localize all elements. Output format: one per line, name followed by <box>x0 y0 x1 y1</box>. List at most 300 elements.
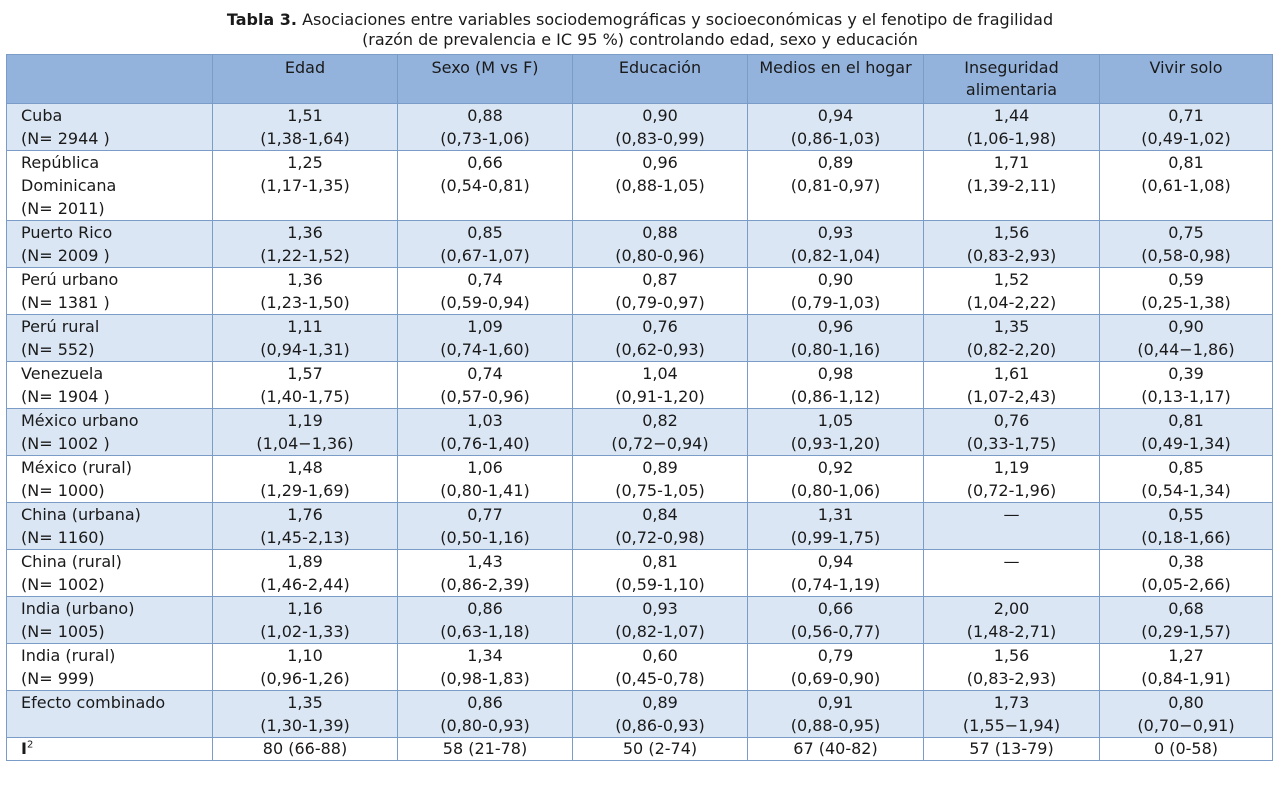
confidence-interval: (1,17-1,35) <box>260 176 350 195</box>
row-label-line: (N= 1005) <box>21 622 105 641</box>
data-cell <box>573 456 748 503</box>
confidence-interval: (1,40-1,75) <box>260 387 350 406</box>
table-header <box>7 55 1273 104</box>
ratio-value: 0,93 <box>642 599 678 618</box>
row-label-cell <box>7 550 213 597</box>
confidence-interval: (0,18-1,66) <box>1141 528 1231 547</box>
ratio-value: 0,80 <box>1168 693 1204 712</box>
confidence-interval: (1,46-2,44) <box>260 575 350 594</box>
data-cell <box>1100 409 1273 456</box>
row-label-cell <box>7 151 213 221</box>
ratio-value: 0,94 <box>817 552 854 571</box>
data-cell <box>573 104 748 151</box>
confidence-interval: (0,86-0,93) <box>615 716 705 735</box>
ratio-value: 0,90 <box>1168 317 1204 336</box>
ratio-value: 1,10 <box>287 646 323 665</box>
data-cell <box>748 315 924 362</box>
data-cell <box>748 691 924 738</box>
ratio-value: 0,60 <box>642 646 678 665</box>
row-label-line: (N= 2011) <box>21 199 105 218</box>
ratio-value: 0,84 <box>642 505 678 524</box>
row-label-line: México urbano <box>21 411 139 430</box>
confidence-interval: (0,91-1,20) <box>615 387 705 406</box>
data-cell <box>1100 362 1273 409</box>
data-cell <box>573 550 748 597</box>
ratio-value: 0,79 <box>817 646 854 665</box>
confidence-interval: (0,80-1,06) <box>790 481 881 500</box>
table-row <box>7 597 1273 644</box>
confidence-interval: (0,57-0,96) <box>440 387 530 406</box>
data-cell <box>1100 221 1273 268</box>
confidence-interval: (0,70−0,91) <box>1137 716 1235 735</box>
confidence-interval: (0,75-1,05) <box>615 481 705 500</box>
data-cell <box>924 550 1100 597</box>
data-cell <box>573 151 748 221</box>
confidence-interval: (0,54-1,34) <box>1141 481 1231 500</box>
confidence-interval: (0,83-2,93) <box>966 246 1057 265</box>
confidence-interval: (0,13-1,17) <box>1141 387 1231 406</box>
confidence-interval: (1,30-1,39) <box>260 716 350 735</box>
row-label-cell <box>7 268 213 315</box>
ratio-value: 0,39 <box>1168 364 1204 383</box>
data-cell <box>748 503 924 550</box>
data-cell <box>1100 315 1273 362</box>
data-cell <box>924 644 1100 691</box>
confidence-interval: (1,45-2,13) <box>260 528 350 547</box>
ratio-value: 0,81 <box>642 552 678 571</box>
data-cell <box>1100 597 1273 644</box>
ratio-value: — <box>1003 505 1020 524</box>
data-cell <box>1100 691 1273 738</box>
confidence-interval: (0,94-1,31) <box>260 340 350 359</box>
ratio-value: 0,89 <box>642 458 678 477</box>
data-cell <box>1100 644 1273 691</box>
ratio-value: 0,93 <box>817 223 854 242</box>
ratio-value: 1,35 <box>993 317 1030 336</box>
ratio-value: 1,35 <box>287 693 323 712</box>
confidence-interval: (0,72-1,96) <box>966 481 1057 500</box>
ratio-value: 0,66 <box>817 599 854 618</box>
confidence-interval: (1,04−1,36) <box>256 434 354 453</box>
ratio-value: 0,85 <box>467 223 503 242</box>
confidence-interval: (0,33-1,75) <box>966 434 1057 453</box>
table-row <box>7 221 1273 268</box>
row-label-line: (N= 1000) <box>21 481 105 500</box>
row-label-line: (N= 1904 ) <box>21 387 110 406</box>
heterogeneity-cell: 57 (13-79) <box>924 738 1100 761</box>
header-cell: Inseguridad alimentaria <box>924 55 1100 104</box>
confidence-interval: (0,99-1,75) <box>790 528 881 547</box>
ratio-value: 1,57 <box>287 364 323 383</box>
ratio-value: 1,89 <box>287 552 323 571</box>
ratio-value: 1,51 <box>287 106 323 125</box>
table-body <box>7 104 1273 761</box>
confidence-interval: (0,80-0,93) <box>440 716 530 735</box>
row-label-line: México (rural) <box>21 458 132 477</box>
heterogeneity-row <box>7 738 1273 761</box>
confidence-interval: (0,69-0,90) <box>790 669 881 688</box>
data-cell <box>924 268 1100 315</box>
row-label-cell <box>7 503 213 550</box>
heterogeneity-cell: 58 (21-78) <box>398 738 573 761</box>
data-cell <box>213 362 398 409</box>
data-cell <box>748 221 924 268</box>
data-cell <box>573 409 748 456</box>
data-cell <box>924 104 1100 151</box>
ratio-value: 1,06 <box>467 458 503 477</box>
ratio-value: 1,56 <box>993 223 1030 242</box>
row-label-cell <box>7 409 213 456</box>
data-cell <box>398 550 573 597</box>
data-cell <box>573 597 748 644</box>
ratio-value: 0,90 <box>642 106 678 125</box>
confidence-interval: (0,58-0,98) <box>1141 246 1231 265</box>
ratio-value: 0,82 <box>642 411 678 430</box>
confidence-interval: (0,93-1,20) <box>790 434 881 453</box>
row-label-cell <box>7 315 213 362</box>
data-cell <box>398 362 573 409</box>
confidence-interval: (1,29-1,69) <box>260 481 350 500</box>
table-row <box>7 362 1273 409</box>
confidence-interval: (1,23-1,50) <box>260 293 350 312</box>
data-cell <box>213 409 398 456</box>
data-cell <box>573 644 748 691</box>
confidence-interval: (0,82-1,04) <box>790 246 881 265</box>
data-cell <box>924 597 1100 644</box>
table-row <box>7 104 1273 151</box>
data-cell <box>398 268 573 315</box>
ratio-value: 1,34 <box>467 646 503 665</box>
confidence-interval: (0,82-1,07) <box>615 622 705 641</box>
confidence-interval: (0,49-1,02) <box>1141 129 1231 148</box>
row-label-line: Perú urbano <box>21 270 119 289</box>
ratio-value: 0,74 <box>467 364 503 383</box>
header-cell-empty <box>7 55 213 104</box>
heterogeneity-cell: 50 (2-74) <box>573 738 748 761</box>
data-cell <box>924 221 1100 268</box>
data-cell <box>213 503 398 550</box>
confidence-interval: (1,22-1,52) <box>260 246 350 265</box>
confidence-interval: (0,63-1,18) <box>440 622 530 641</box>
confidence-interval: (0,72-0,98) <box>615 528 705 547</box>
confidence-interval: (0,96-1,26) <box>260 669 350 688</box>
ratio-value: 1,71 <box>993 153 1030 172</box>
heterogeneity-cell: 67 (40-82) <box>748 738 924 761</box>
data-cell <box>213 550 398 597</box>
table-row <box>7 691 1273 738</box>
ratio-value: 0,98 <box>817 364 854 383</box>
confidence-interval: (0,74-1,60) <box>440 340 530 359</box>
data-cell <box>1100 151 1273 221</box>
ratio-value: 1,03 <box>467 411 503 430</box>
data-cell <box>398 691 573 738</box>
confidence-interval: (0,45-0,78) <box>615 669 705 688</box>
ratio-value: 1,61 <box>993 364 1030 383</box>
ratio-value: 0,66 <box>467 153 503 172</box>
row-label-cell <box>7 362 213 409</box>
data-cell <box>924 315 1100 362</box>
confidence-interval: (1,04-2,22) <box>966 293 1057 312</box>
data-cell <box>213 644 398 691</box>
heterogeneity-label: I <box>21 739 27 758</box>
data-cell <box>398 644 573 691</box>
data-cell <box>213 315 398 362</box>
ratio-value: 0,86 <box>467 693 503 712</box>
row-label-line: India (urbano) <box>21 599 135 618</box>
header-row <box>7 55 1273 104</box>
ratio-value: 0,91 <box>817 693 854 712</box>
ratio-value: 1,52 <box>993 270 1030 289</box>
row-label-line: Perú rural <box>21 317 100 336</box>
caption-label: Tabla 3. <box>226 10 298 29</box>
ratio-value: 0,81 <box>1168 153 1204 172</box>
confidence-interval: (0,49-1,34) <box>1141 434 1231 453</box>
ratio-value: 0,68 <box>1168 599 1204 618</box>
ratio-value: 1,56 <box>993 646 1030 665</box>
ratio-value: 0,89 <box>817 153 854 172</box>
header-cell: Sexo (M vs F) <box>398 55 573 104</box>
row-label-line: (N= 1002 ) <box>21 434 110 453</box>
data-cell <box>748 409 924 456</box>
data-cell <box>398 456 573 503</box>
confidence-interval: (0,84-1,91) <box>1141 669 1231 688</box>
confidence-interval: (1,48-2,71) <box>966 622 1057 641</box>
ratio-value: 1,27 <box>1168 646 1204 665</box>
row-label-line: (N= 999) <box>21 669 95 688</box>
ratio-value: 0,76 <box>642 317 678 336</box>
ratio-value: 1,19 <box>993 458 1030 477</box>
row-label-line: China (urbana) <box>21 505 141 524</box>
ratio-value: 0,88 <box>467 106 503 125</box>
ratio-value: 0,55 <box>1168 505 1204 524</box>
data-cell <box>573 362 748 409</box>
confidence-interval: (0,86-1,12) <box>790 387 881 406</box>
caption-line-2: (razón de prevalencia e IC 95 %) controlando edad, sexo y educación <box>362 30 918 49</box>
confidence-interval: (0,80-1,41) <box>440 481 530 500</box>
data-cell <box>398 409 573 456</box>
ratio-value: — <box>1003 552 1020 571</box>
confidence-interval: (0,82-2,20) <box>966 340 1057 359</box>
table-row <box>7 409 1273 456</box>
ratio-value: 1,36 <box>287 270 323 289</box>
header-cell: Vivir solo <box>1100 55 1273 104</box>
row-label-line: China (rural) <box>21 552 122 571</box>
row-label-line: India (rural) <box>21 646 116 665</box>
ratio-value: 1,04 <box>642 364 678 383</box>
data-cell <box>213 104 398 151</box>
row-label-cell <box>7 597 213 644</box>
ratio-value: 0,81 <box>1168 411 1204 430</box>
ratio-value: 1,76 <box>287 505 323 524</box>
data-cell <box>213 151 398 221</box>
data-cell <box>748 104 924 151</box>
table-row <box>7 550 1273 597</box>
row-label-line: (N= 552) <box>21 340 95 359</box>
table-row <box>7 503 1273 550</box>
confidence-interval: (0,59-0,94) <box>440 293 530 312</box>
data-cell <box>748 456 924 503</box>
confidence-interval: (0,29-1,57) <box>1141 622 1231 641</box>
ratio-value: 1,73 <box>993 693 1030 712</box>
confidence-interval: (1,39-2,11) <box>966 176 1057 195</box>
confidence-interval: (0,83-2,93) <box>966 669 1057 688</box>
confidence-interval: (0,86-2,39) <box>440 575 530 594</box>
row-label-line: (N= 1002) <box>21 575 105 594</box>
ratio-value: 0,38 <box>1168 552 1204 571</box>
confidence-interval: (0,05-2,66) <box>1141 575 1231 594</box>
confidence-interval: (0,50-1,16) <box>440 528 530 547</box>
ratio-value: 0,86 <box>467 599 503 618</box>
table-row <box>7 151 1273 221</box>
confidence-interval: (1,02-1,33) <box>260 622 350 641</box>
heterogeneity-cell: 80 (66-88) <box>213 738 398 761</box>
ratio-value: 0,90 <box>817 270 854 289</box>
ratio-value: 1,11 <box>287 317 323 336</box>
ratio-value: 0,94 <box>817 106 854 125</box>
ratio-value: 0,59 <box>1168 270 1204 289</box>
data-cell <box>748 151 924 221</box>
confidence-interval: (1,38-1,64) <box>260 129 350 148</box>
row-label-cell <box>7 104 213 151</box>
confidence-interval: (1,55−1,94) <box>962 716 1061 735</box>
row-label-line: (N= 2944 ) <box>21 129 110 148</box>
ratio-value: 0,96 <box>642 153 678 172</box>
confidence-interval: (1,07-2,43) <box>966 387 1057 406</box>
row-label-cell <box>7 221 213 268</box>
ratio-value: 1,44 <box>993 106 1030 125</box>
row-label-cell <box>7 691 213 738</box>
data-cell <box>213 456 398 503</box>
row-label-line: Cuba <box>21 106 63 125</box>
frailty-association-table <box>6 54 1273 761</box>
row-label-line: (N= 2009 ) <box>21 246 110 265</box>
ratio-value: 0,75 <box>1168 223 1204 242</box>
data-cell <box>924 362 1100 409</box>
confidence-interval: (0,25-1,38) <box>1141 293 1231 312</box>
heterogeneity-superscript: 2 <box>26 739 34 751</box>
data-cell <box>398 151 573 221</box>
ratio-value: 0,76 <box>993 411 1030 430</box>
confidence-interval: (0,88-0,95) <box>790 716 881 735</box>
confidence-interval: (0,81-0,97) <box>790 176 881 195</box>
confidence-interval: (0,74-1,19) <box>790 575 881 594</box>
table-caption <box>0 0 1280 49</box>
ratio-value: 1,31 <box>817 505 854 524</box>
data-cell <box>924 691 1100 738</box>
confidence-interval: (0,98-1,83) <box>440 669 530 688</box>
table-row <box>7 644 1273 691</box>
data-cell <box>398 315 573 362</box>
data-cell <box>748 550 924 597</box>
data-cell <box>748 597 924 644</box>
data-cell <box>398 503 573 550</box>
data-cell <box>213 691 398 738</box>
ratio-value: 1,43 <box>467 552 503 571</box>
confidence-interval: (0,86-1,03) <box>790 129 881 148</box>
ratio-value: 2,00 <box>993 599 1030 618</box>
data-cell <box>213 597 398 644</box>
data-cell <box>573 503 748 550</box>
ratio-value: 0,71 <box>1168 106 1204 125</box>
ratio-value: 0,85 <box>1168 458 1204 477</box>
confidence-interval: (0,88-1,05) <box>615 176 705 195</box>
confidence-interval: (1,06-1,98) <box>966 129 1057 148</box>
ratio-value: 0,92 <box>817 458 854 477</box>
confidence-interval: (0,80-1,16) <box>790 340 881 359</box>
ratio-value: 1,05 <box>817 411 854 430</box>
ratio-value: 0,77 <box>467 505 503 524</box>
ratio-value: 1,09 <box>467 317 503 336</box>
confidence-interval: (0,62-0,93) <box>615 340 705 359</box>
ratio-value: 0,74 <box>467 270 503 289</box>
ratio-value: 0,96 <box>817 317 854 336</box>
ratio-value: 1,19 <box>287 411 323 430</box>
row-label-line: (N= 1160) <box>21 528 105 547</box>
data-cell <box>1100 268 1273 315</box>
confidence-interval: (0,73-1,06) <box>440 129 530 148</box>
confidence-interval: (0,56-0,77) <box>790 622 881 641</box>
caption-line-1: Asociaciones entre variables sociodemográficas y socioeconómicas y el fenotipo de fragilidad <box>302 10 1054 29</box>
ratio-value: 1,25 <box>287 153 323 172</box>
data-cell <box>1100 456 1273 503</box>
data-cell <box>213 221 398 268</box>
data-cell <box>1100 550 1273 597</box>
data-cell <box>748 362 924 409</box>
confidence-interval: (0,80-0,96) <box>615 246 705 265</box>
row-label-line: Puerto Rico <box>21 223 113 242</box>
heterogeneity-cell: 0 (0-58) <box>1100 738 1273 761</box>
data-cell <box>1100 503 1273 550</box>
ratio-value: 1,16 <box>287 599 323 618</box>
data-cell <box>573 268 748 315</box>
header-cell: Medios en el hogar <box>748 55 924 104</box>
data-cell <box>213 268 398 315</box>
row-label-cell <box>7 456 213 503</box>
data-cell <box>748 644 924 691</box>
header-cell: Edad <box>213 55 398 104</box>
ratio-value: 0,87 <box>642 270 678 289</box>
header-cell: Educación <box>573 55 748 104</box>
data-cell <box>573 221 748 268</box>
table-row <box>7 268 1273 315</box>
row-label-line: Dominicana <box>21 176 117 195</box>
data-cell <box>398 221 573 268</box>
row-label-line: Efecto combinado <box>21 693 166 712</box>
confidence-interval: (0,67-1,07) <box>440 246 530 265</box>
data-cell <box>924 503 1100 550</box>
data-cell <box>1100 104 1273 151</box>
confidence-interval: (0,59-1,10) <box>615 575 705 594</box>
confidence-interval: (0,79-1,03) <box>790 293 881 312</box>
table-row <box>7 315 1273 362</box>
ratio-value: 0,88 <box>642 223 678 242</box>
confidence-interval: (0,72−0,94) <box>611 434 709 453</box>
row-label-line: República <box>21 153 100 172</box>
row-label-line: (N= 1381 ) <box>21 293 110 312</box>
data-cell <box>924 409 1100 456</box>
table-row <box>7 456 1273 503</box>
confidence-interval: (0,83-0,99) <box>615 129 705 148</box>
row-label-cell <box>7 644 213 691</box>
data-cell <box>924 456 1100 503</box>
confidence-interval: (0,61-1,08) <box>1141 176 1231 195</box>
heterogeneity-label-cell <box>7 738 213 761</box>
data-cell <box>398 597 573 644</box>
row-label-line: Venezuela <box>21 364 104 383</box>
confidence-interval: (0,44−1,86) <box>1137 340 1235 359</box>
ratio-value: 1,36 <box>287 223 323 242</box>
data-cell <box>398 104 573 151</box>
